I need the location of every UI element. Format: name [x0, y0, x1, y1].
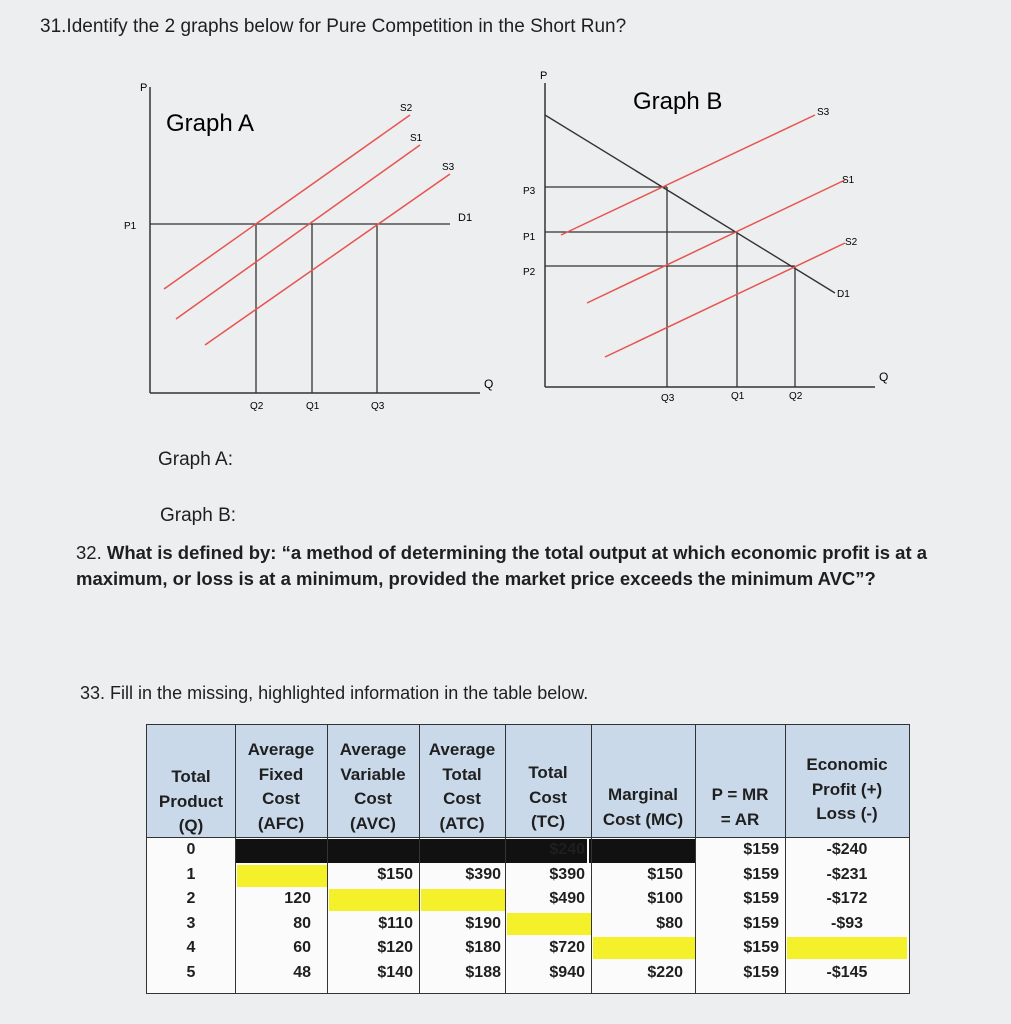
header-line: Total [528, 763, 568, 782]
graph-b-d1-label: D1 [837, 289, 850, 300]
graph-b-answer-label: Graph B: [160, 505, 237, 526]
graph-a-p1-label: P1 [124, 221, 137, 232]
graph-a [120, 75, 500, 415]
graph-b-supply-s3 [561, 115, 815, 235]
header-line: Average [247, 740, 315, 759]
table-cell-mc: $220 [647, 963, 683, 981]
graph-b-q2-label: Q2 [789, 391, 803, 402]
graph-a-supply-s2 [164, 115, 410, 289]
highlight-avc-q2[interactable] [329, 889, 419, 911]
graph-a-q3-label: Q3 [371, 401, 385, 412]
question-number: 32. [76, 542, 102, 563]
table-cell-mc: $100 [647, 890, 683, 907]
table-cell-p: $159 [743, 890, 779, 907]
graph-b-p3-label: P3 [523, 186, 536, 197]
column-divider [591, 725, 592, 993]
graph-b-s3-label: S3 [817, 107, 830, 118]
graph-b-p2-label: P2 [523, 267, 536, 278]
header-line: Cost [354, 789, 392, 808]
header-q [147, 765, 235, 839]
header-atc [419, 738, 505, 836]
table-cell-profit: -$145 [826, 963, 868, 981]
table-cell-p: $159 [743, 963, 779, 981]
header-line: Marginal [608, 785, 678, 804]
highlight-mc-q4[interactable] [593, 937, 695, 959]
graph-a-q1-label: Q1 [306, 401, 320, 412]
table-cell-atc: $180 [465, 939, 501, 956]
blank-cell [589, 839, 695, 863]
table-cell-atc: $188 [465, 963, 501, 981]
table-cell-mc: $150 [647, 865, 683, 883]
question-text: What is defined by: “a method of determining the total output at which economic profit is at a maximum, or loss is at a minimum, provided the market price exceeds the minimum AVC”? [76, 542, 928, 589]
header-line: (TC) [531, 812, 565, 831]
table-cell-avc: $150 [377, 865, 413, 883]
graph-b-supply-s2 [605, 243, 845, 357]
highlight-tc-q3[interactable] [507, 913, 591, 935]
table-cell-tc: $720 [549, 939, 585, 956]
header-mc [591, 783, 695, 832]
question-31 [40, 16, 626, 38]
header-divider [147, 837, 909, 838]
table-cell-afc: 80 [293, 914, 311, 932]
table-cell-afc: 48 [293, 963, 311, 981]
graph-a-title: Graph A [166, 110, 255, 137]
header-tc [505, 761, 591, 835]
question-32 [76, 540, 991, 592]
graph-a-p-axis-label: P [140, 82, 148, 94]
header-line: P = MR [711, 785, 769, 804]
header-line: (AVC) [350, 813, 396, 833]
table-cell-tc: $240 [549, 841, 585, 858]
graph-a-supply-s3 [205, 174, 450, 345]
table-cell-q: 2 [186, 890, 196, 907]
header-avc [327, 738, 419, 836]
table-cell-profit: -$240 [826, 841, 868, 858]
table-cell-q: 1 [186, 865, 196, 883]
graph-a-s2-label: S2 [400, 103, 413, 114]
header-line: Average [339, 740, 407, 759]
header-line: Loss (-) [816, 804, 878, 823]
graph-b-supply-s1 [587, 180, 845, 303]
graph-b-p1-label: P1 [523, 232, 536, 243]
table-cell-afc: 60 [293, 939, 311, 956]
header-line: Average [428, 740, 496, 759]
header-price [695, 783, 785, 832]
table-cell-q: 3 [186, 914, 196, 932]
question-text: Identify the 2 graphs below for Pure Competition in the Short Run? [66, 16, 627, 37]
table-cell-atc: $190 [465, 914, 501, 932]
table-cell-profit: -$231 [826, 865, 868, 883]
table-cell-tc: $490 [549, 890, 585, 907]
header-line: Total [442, 764, 482, 784]
header-line: Variable [340, 764, 406, 784]
table-cell-p: $159 [743, 841, 779, 858]
header-line: (Q) [178, 816, 204, 835]
graph-b-q-axis-label: Q [879, 370, 889, 384]
graph-b-q1-label: Q1 [731, 391, 745, 402]
header-line: = AR [720, 809, 760, 829]
graph-b-q3-label: Q3 [661, 393, 675, 404]
header-line: Cost [443, 789, 481, 808]
table-cell-profit: -$172 [826, 890, 868, 907]
table-cell-tc: $940 [549, 963, 585, 981]
table-cell-mc: $80 [656, 914, 683, 932]
question-number: 31. [40, 16, 67, 37]
table-cell-afc: 120 [284, 890, 311, 907]
graph-a-s3-label: S3 [442, 162, 455, 173]
header-line: Cost [262, 789, 300, 808]
graph-a-q-axis-label: Q [484, 377, 494, 391]
graph-a-answer-label: Graph A: [158, 449, 233, 470]
table-cell-q: 0 [186, 841, 196, 858]
graph-b [515, 65, 895, 410]
table-cell-p: $159 [743, 914, 779, 932]
table-cell-avc: $110 [378, 914, 413, 932]
graph-a-s1-label: S1 [410, 133, 423, 144]
graph-b-s1-label: S1 [842, 175, 855, 186]
header-line: (AFC) [257, 813, 305, 833]
table-cell-q: 5 [186, 963, 196, 981]
graph-a-q2-label: Q2 [250, 401, 264, 412]
table-cell-atc: $390 [465, 865, 501, 883]
question-text: Fill in the missing, highlighted information in the table below. [110, 683, 589, 703]
header-afc [235, 738, 327, 836]
header-line: Fixed [258, 764, 304, 784]
question-number: 33. [80, 683, 106, 703]
cost-table [146, 724, 910, 994]
highlight-atc-q2[interactable] [421, 889, 505, 911]
header-line: Total [171, 767, 211, 786]
table-cell-tc: $390 [549, 865, 585, 883]
table-cell-avc: $140 [377, 963, 413, 981]
header-line: (ATC) [439, 813, 485, 833]
table-cell-avc: $120 [377, 939, 413, 956]
question-33 [80, 683, 588, 704]
table-cell-p: $159 [743, 939, 779, 956]
table-cell-q: 4 [186, 939, 196, 956]
graph-a-d1-label: D1 [458, 212, 473, 224]
table-cell-p: $159 [743, 865, 779, 883]
header-line: Cost [529, 787, 567, 807]
header-profit [785, 753, 909, 827]
highlight-afc-q1[interactable] [237, 865, 327, 887]
header-line: Profit (+) [811, 779, 883, 799]
graph-b-p-axis-label: P [540, 70, 548, 82]
graph-a-supply-s1 [176, 145, 420, 319]
header-line: Cost (MC) [602, 809, 684, 829]
table-cell-profit: -$93 [830, 914, 864, 932]
header-line: Product [158, 791, 224, 811]
graph-b-title: Graph B [633, 88, 723, 115]
highlight-profit-q4[interactable] [787, 937, 907, 959]
graph-b-s2-label: S2 [845, 237, 858, 248]
header-line: Economic [806, 755, 888, 774]
